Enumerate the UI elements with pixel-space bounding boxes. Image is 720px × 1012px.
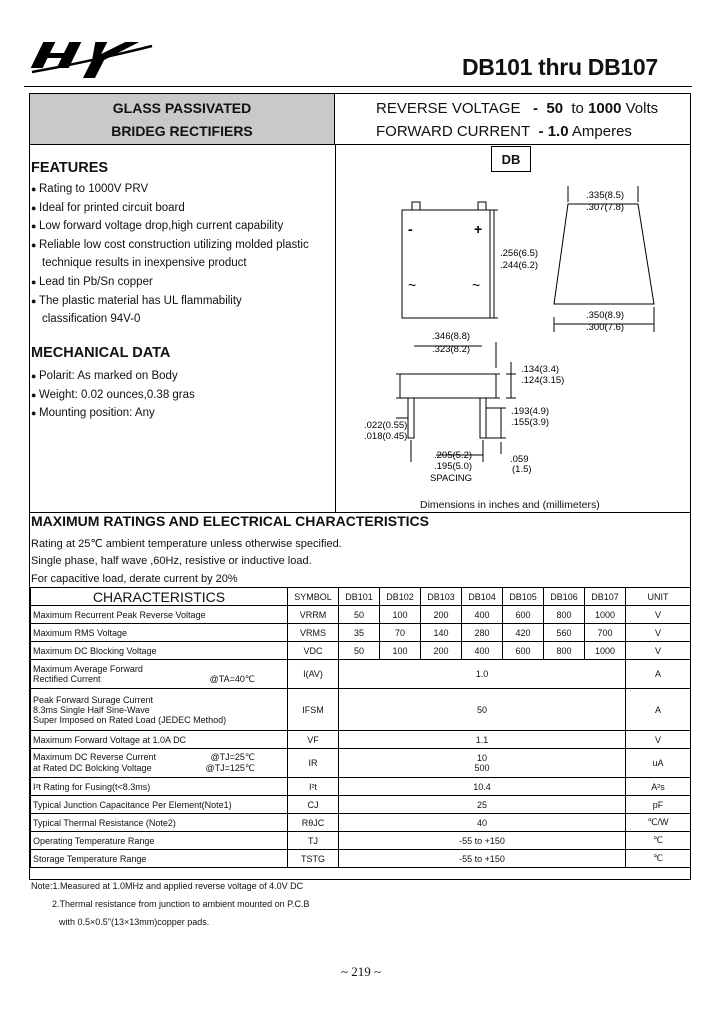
dim-d8b: .195(5.0) [434, 461, 473, 472]
table-cell: 70 [380, 624, 421, 642]
dim-d2b: .244(6.2) [500, 260, 539, 271]
header-characteristics: CHARACTERISTICS [31, 588, 288, 606]
table-cell: 1.0 [339, 660, 626, 689]
table-cell: 100 [380, 606, 421, 624]
table-cell: 10.4 [339, 778, 626, 796]
table-cell: 200 [421, 642, 462, 660]
pin-plus: + [474, 221, 483, 237]
table-row [31, 689, 691, 731]
table-cell: 100 [380, 642, 421, 660]
dim-d9a: .059 [510, 454, 529, 465]
header-part: DB102 [380, 588, 421, 606]
table-cell: IR [288, 749, 339, 778]
table-row [31, 731, 691, 749]
feature-item: ● The plastic material has UL flammability [31, 294, 242, 307]
dim-d6b: .155(3.9) [511, 417, 550, 428]
notes [31, 877, 309, 931]
pin-ac1: ~ [408, 277, 417, 293]
table-cell: I²t [288, 778, 339, 796]
mechanical-list [31, 367, 195, 423]
table-cell: Maximum Forward Voltage at 1.0A DC [31, 731, 288, 749]
table-header-row [31, 588, 691, 606]
table-cell: V [626, 642, 691, 660]
table-cell: Maximum DC Reverse Current @TJ=25℃ at Rated DC Bolcking Voltage @TJ=125℃ [31, 749, 288, 778]
table-cell: 40 [339, 814, 626, 832]
condition-2: Single phase, half wave ,60Hz, resistive or inductive load. [31, 555, 312, 567]
package-drawing [336, 172, 690, 498]
table-cell: -55 to +150 [339, 850, 626, 868]
condition-3: For capacitive load, derate current by 20% [31, 573, 238, 585]
dim-d3b: .300(7.6) [586, 322, 625, 333]
table-cell: 10 500 [339, 749, 626, 778]
table-cell: 1000 [585, 606, 626, 624]
dim-d4b: .323(8.2) [432, 344, 471, 355]
header-part: DB107 [585, 588, 626, 606]
header-part: DB101 [339, 588, 380, 606]
table-cell: CJ [288, 796, 339, 814]
dim-d7a: .022(0.55) [364, 420, 408, 431]
table-cell: A [626, 689, 691, 731]
table-cell: 600 [503, 642, 544, 660]
table-row [31, 660, 691, 689]
table-row [31, 832, 691, 850]
table-cell: -55 to +150 [339, 832, 626, 850]
table-cell: V [626, 606, 691, 624]
document-title: DB101 thru DB107 [462, 54, 658, 80]
table-cell: V [626, 624, 691, 642]
product-type-line2: BRIDEG RECTIFIERS [111, 123, 253, 139]
mechanical-item: ● Mounting position: Any [31, 407, 155, 420]
dim-d5b: .124(3.15) [521, 375, 565, 386]
feature-item: ● Reliable low cost construction utilizing molded plastic [31, 238, 309, 251]
mechanical-title: MECHANICAL DATA [31, 345, 171, 361]
note-1: Note:1.Measured at 1.0MHz and applied reverse voltage of 4.0V DC [31, 881, 304, 891]
table-row [31, 814, 691, 832]
table-cell: 800 [544, 606, 585, 624]
table-cell: ℃ [626, 850, 691, 868]
table-cell: 700 [585, 624, 626, 642]
table-row [31, 850, 691, 868]
dim-d8c: SPACING [430, 473, 473, 484]
feature-item: ● Low forward voltage drop,high current capability [31, 220, 284, 233]
table-cell: Storage Temperature Range [31, 850, 288, 868]
ratings-table [30, 587, 691, 868]
page-number: ~ 219 ~ [341, 964, 382, 979]
table-cell: TSTG [288, 850, 339, 868]
table-row [31, 796, 691, 814]
dim-d1a: .335(8.5) [586, 190, 625, 201]
forward-current-line: FORWARD CURRENT - 1.0 Amperes [376, 123, 632, 140]
table-cell: VRMS [288, 624, 339, 642]
table-cell: VRRM [288, 606, 339, 624]
table-row [31, 642, 691, 660]
table-cell: 280 [462, 624, 503, 642]
table-cell: Maximum DC Blocking Voltage [31, 642, 288, 660]
note-2: 2.Thermal resistance from junction to ambient mounted on P.C.B [52, 899, 310, 909]
table-row [31, 778, 691, 796]
table-cell: Maximum Average Forward Rectified Current @TA=40℃ [31, 660, 288, 689]
table-cell: RθJC [288, 814, 339, 832]
pin-ac2: ~ [472, 277, 481, 293]
feature-item: classification 94V-0 [42, 313, 141, 326]
table-cell: 1.1 [339, 731, 626, 749]
table-cell: I(AV) [288, 660, 339, 689]
table-cell: Maximum RMS Voltage [31, 624, 288, 642]
table-cell: 600 [503, 606, 544, 624]
table-row [31, 606, 691, 624]
dimension-note: Dimensions in inches and (millimeters) [420, 499, 600, 511]
table-cell: I²t Rating for Fusing(t<8.3ms) [31, 778, 288, 796]
dim-d5a: .134(3.4) [521, 364, 560, 375]
table-cell: A²s [626, 778, 691, 796]
logo-text: HY [28, 38, 30, 39]
feature-item: ● Ideal for printed circuit board [31, 201, 185, 214]
table-cell: 800 [544, 642, 585, 660]
feature-item: technique results in inexpensive product [42, 257, 247, 270]
reverse-voltage-line: REVERSE VOLTAGE - 50 to 1000 Volts [376, 100, 659, 117]
features-title: FEATURES [31, 160, 109, 176]
table-cell: ℃/W [626, 814, 691, 832]
dim-d2a: .256(6.5) [500, 248, 539, 259]
header-divider [30, 144, 690, 145]
table-cell: pF [626, 796, 691, 814]
table-row [31, 749, 691, 778]
dim-d8a: .205(5.2) [434, 450, 473, 461]
table-cell: 50 [339, 689, 626, 731]
ratings-summary [336, 94, 690, 144]
header-part: DB106 [544, 588, 585, 606]
feature-item: ● Lead tin Pb/Sn copper [31, 275, 153, 288]
table-cell: 50 [339, 606, 380, 624]
front-view-body [400, 374, 496, 398]
header-symbol: SYMBOL [288, 588, 339, 606]
table-cell: Operating Temperature Range [31, 832, 288, 850]
note-3: with 0.5×0.5"(13×13mm)copper pads. [59, 917, 210, 927]
header-part: DB103 [421, 588, 462, 606]
dim-d7b: .018(0.45) [364, 431, 408, 442]
table-cell: uA [626, 749, 691, 778]
header-part: DB105 [503, 588, 544, 606]
table-cell: VF [288, 731, 339, 749]
mechanical-item: ● Polarit: As marked on Body [31, 370, 178, 382]
side-view-body [554, 204, 654, 304]
title-rule [24, 86, 692, 87]
table-cell: 200 [421, 606, 462, 624]
table-cell: 560 [544, 624, 585, 642]
table-cell: ℃ [626, 832, 691, 850]
table-row [31, 624, 691, 642]
dim-d1b: .307(7.8) [586, 202, 625, 213]
table-cell: 420 [503, 624, 544, 642]
table-cell: 400 [462, 606, 503, 624]
table-cell: 25 [339, 796, 626, 814]
table-cell: Typical Junction Capacitance Per Element(Note1) [31, 796, 288, 814]
table-cell: A [626, 660, 691, 689]
table-cell: 35 [339, 624, 380, 642]
table-cell: 400 [462, 642, 503, 660]
features-list [31, 180, 309, 329]
company-logo [28, 38, 156, 80]
product-type-line1: GLASS PASSIVATED [112, 100, 252, 116]
table-cell: V [626, 731, 691, 749]
table-cell: Typical Thermal Resistance (Note2) [31, 814, 288, 832]
dim-d4a: .346(8.8) [432, 331, 471, 342]
header-part: DB104 [462, 588, 503, 606]
dim-d3a: .350(8.9) [586, 310, 625, 321]
table-cell: 50 [339, 642, 380, 660]
table-cell: 140 [421, 624, 462, 642]
table-cell: VDC [288, 642, 339, 660]
mechanical-item: ● Weight: 0.02 ounces,0.38 gras [31, 388, 195, 401]
table-cell: Peak Forward Surage Current 8.3ms Single Half Sine-Wave Super Imposed on Rated Load (JEDEC Method) [31, 689, 288, 731]
table-cell: TJ [288, 832, 339, 850]
header-unit: UNIT [626, 588, 691, 606]
product-type-box [30, 94, 335, 144]
ratings-title: MAXIMUM RATINGS AND ELECTRICAL CHARACTERISTICS [31, 513, 429, 529]
feature-item: ● Rating to 1000V PRV [31, 183, 149, 195]
table-cell: Maximum Recurrent Peak Reverse Voltage [31, 606, 288, 624]
dim-d6a: .193(4.9) [511, 406, 550, 417]
dim-d9b: (1.5) [512, 464, 532, 475]
package-name: DB [491, 146, 531, 172]
table-cell: 1000 [585, 642, 626, 660]
table-cell: IFSM [288, 689, 339, 731]
pin-minus: - [408, 221, 413, 237]
condition-1: Rating at 25℃ ambient temperature unless otherwise specified. [31, 538, 342, 550]
